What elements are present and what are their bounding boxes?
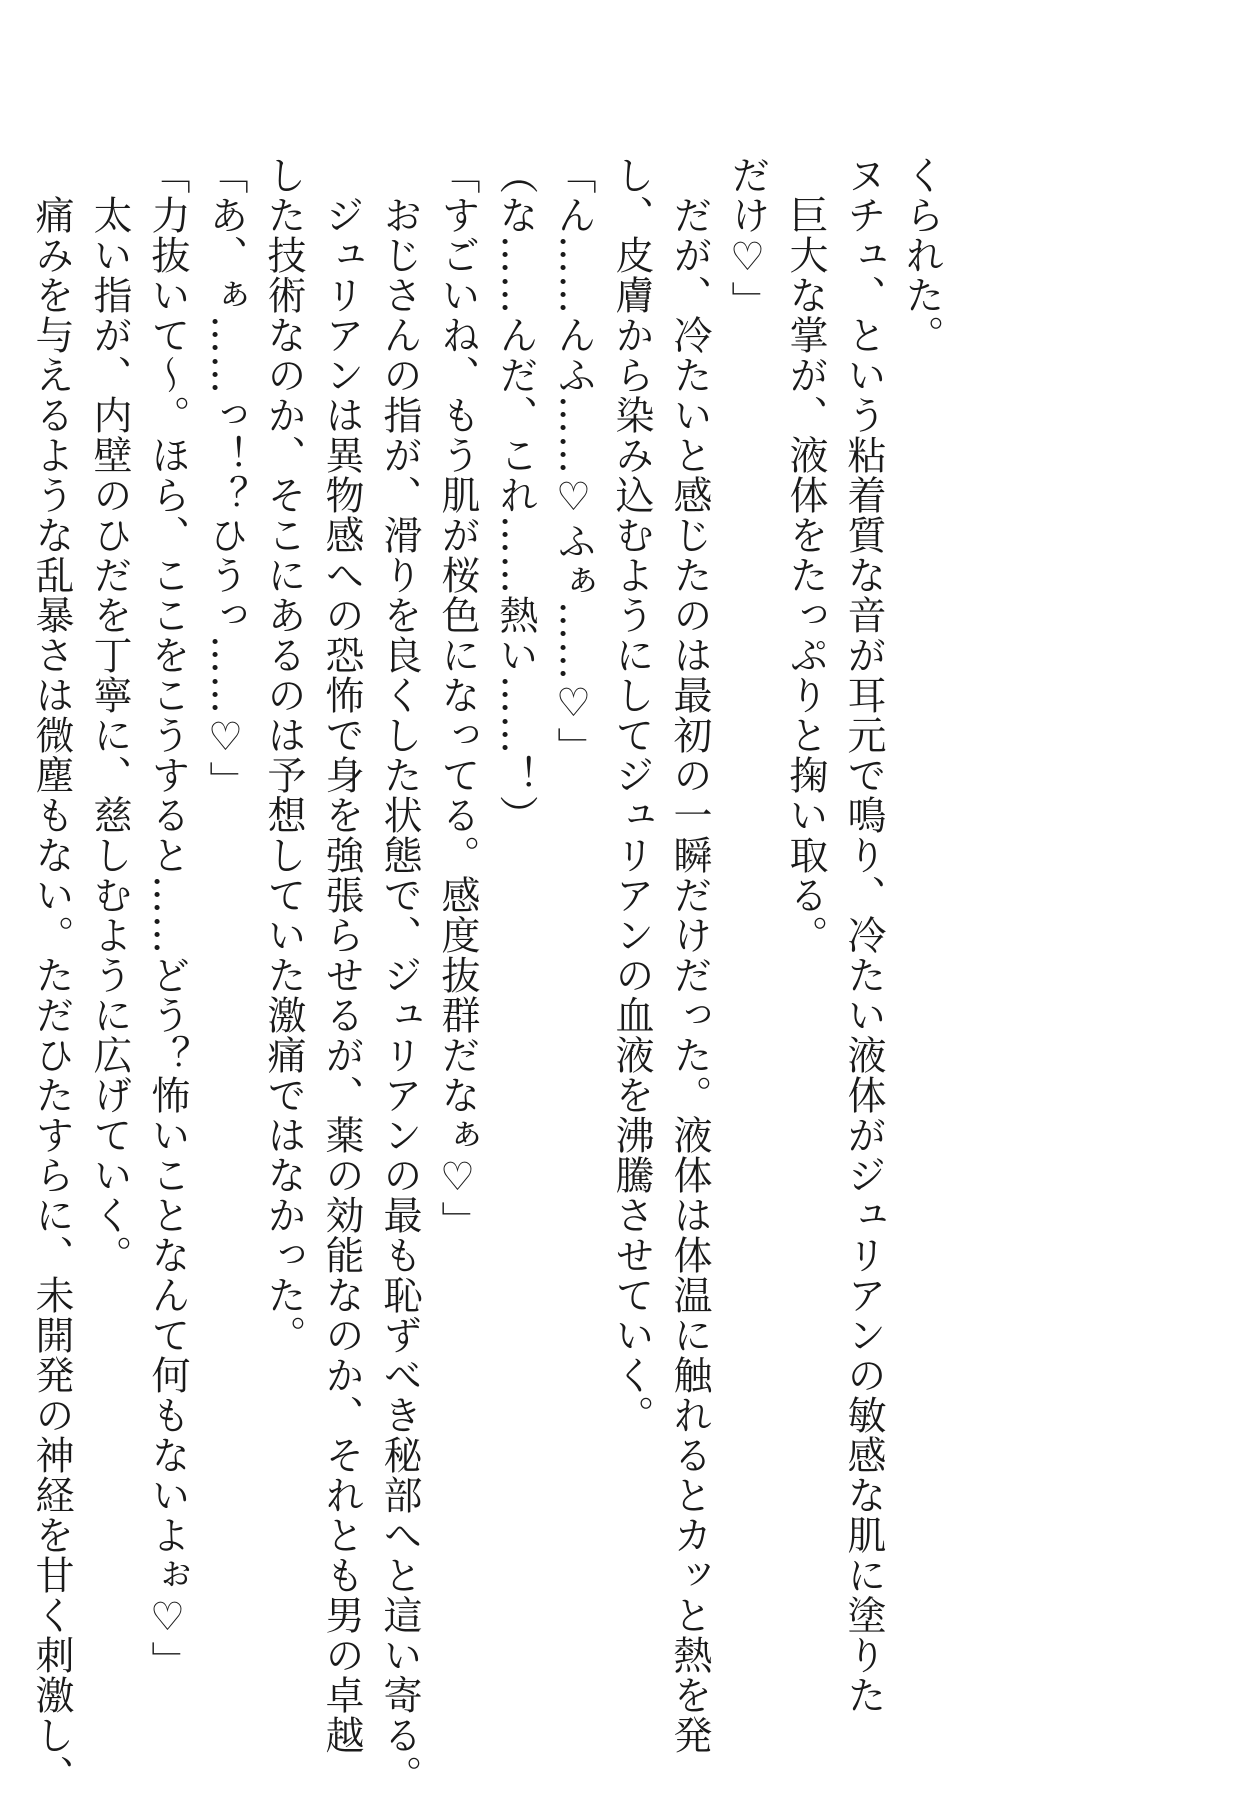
text-line: し、皮膚から染み込むようにしてジュリアンの血液を沸騰させていく。 [609,155,654,1435]
text-line: 「すごいね、もう肌が桜色になってる。感度抜群だなぁ♡」 [435,155,480,1241]
text-line: くられた。 [899,155,944,355]
text-line: した技術なのか、そこにあるのは予想していた激痛ではなかった。 [261,155,306,1355]
text-line: おじさんの指が、滑りを良くした状態で、ジュリアンの最も恥ずべき秘部へと這い寄る。 [377,155,422,1795]
text-line: ジュリアンは異物感への恐怖で身を強張らせるが、薬の効能なのか、それとも男の卓越 [319,155,364,1755]
text-line: 太い指が、内壁のひだを丁寧に、慈しむように広げていく。 [87,155,132,1275]
text-line: だけ♡」 [725,155,770,321]
text-line: （な……んだ、これ……熱い……！） [493,155,538,835]
text-line: ヌチュ、という粘着質な音が耳元で鳴り、冷たい液体がジュリアンの敏感な肌に塗りた [841,155,886,1715]
text-line: 痛みを与えるような乱暴さは微塵もない。ただひたすらに、未開発の神経を甘く刺激し、 [29,155,74,1795]
text-line: 「ん……んふ……♡ふぁ……♡」 [551,155,596,767]
text-line: 「あ、ぁ……っ！？ひうっ……♡」 [203,155,248,801]
vertical-text-body [22,155,950,1795]
text-line: 巨大な掌が、液体をたっぷりと掬い取る。 [783,155,828,955]
text-line: 「力抜いて〜。ほら、ここをこうすると……どう？怖いことなんて何もないよぉ♡」 [145,155,190,1681]
text-line: だが、冷たいと感じたのは最初の一瞬だけだった。液体は体温に触れるとカッと熱を発 [667,155,712,1755]
